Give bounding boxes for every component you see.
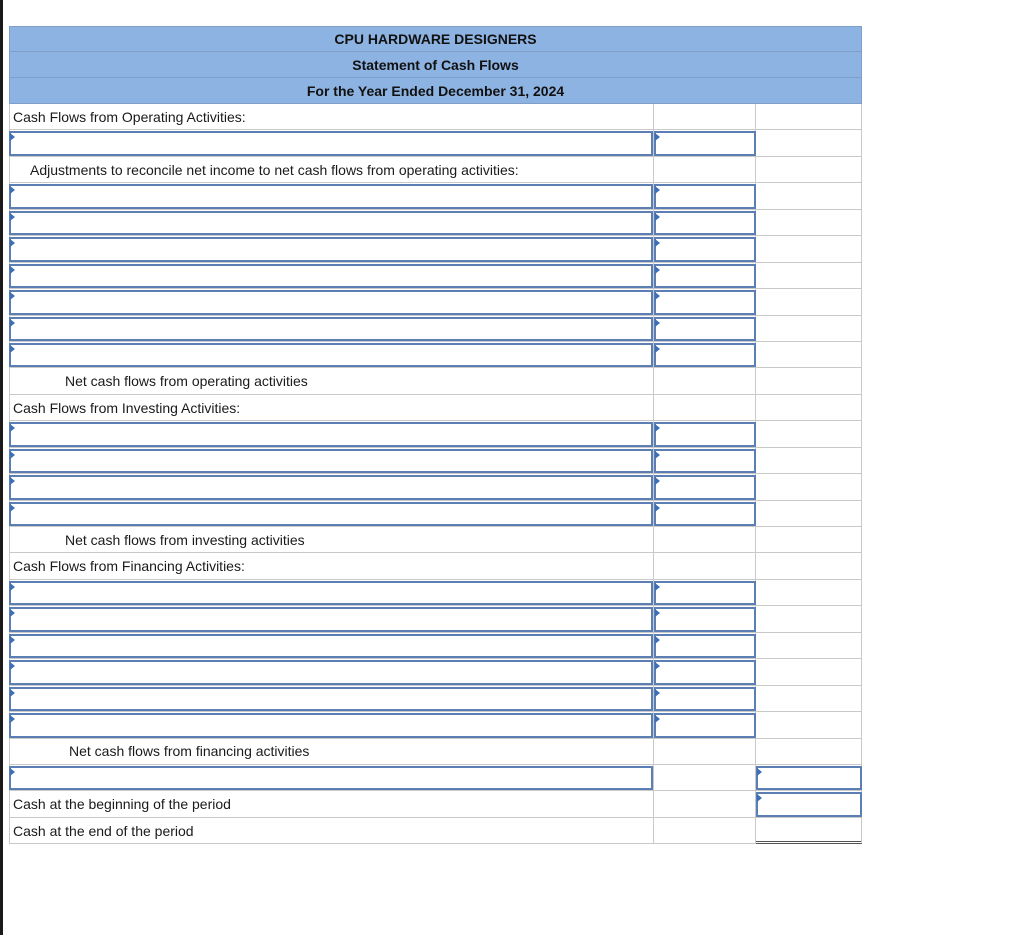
financing-label-input[interactable] bbox=[9, 607, 653, 631]
net-investing-total-cell bbox=[756, 527, 862, 553]
cash-end-total-cell bbox=[756, 818, 862, 844]
cash-beginning-input[interactable] bbox=[756, 792, 862, 816]
financing-row bbox=[9, 580, 862, 606]
net-change-amount-input[interactable] bbox=[756, 766, 862, 790]
adjustment-row bbox=[9, 342, 862, 368]
financing-row bbox=[9, 659, 862, 685]
investing-amount-input[interactable] bbox=[654, 449, 756, 473]
investing-row bbox=[9, 421, 862, 447]
financing-heading: Cash Flows from Financing Activities: bbox=[9, 553, 654, 579]
net-financing-total-cell bbox=[756, 739, 862, 765]
financing-amount-input[interactable] bbox=[654, 607, 756, 631]
adjustment-amount-input[interactable] bbox=[654, 290, 756, 314]
investing-label-input[interactable] bbox=[9, 502, 653, 526]
operating-amount-input-0[interactable] bbox=[654, 131, 756, 155]
investing-row bbox=[9, 501, 862, 527]
financing-label-input[interactable] bbox=[9, 687, 653, 711]
investing-amount-input[interactable] bbox=[654, 475, 756, 499]
investing-label-input[interactable] bbox=[9, 422, 653, 446]
net-change-label-input[interactable] bbox=[9, 766, 653, 790]
operating-label-input-0[interactable] bbox=[9, 131, 653, 155]
net-operating-label: Net cash flows from operating activities bbox=[9, 368, 654, 394]
adjustment-row bbox=[9, 316, 862, 342]
net-operating-total-cell bbox=[756, 368, 862, 394]
financing-label-input[interactable] bbox=[9, 581, 653, 605]
financing-amount-input[interactable] bbox=[654, 687, 756, 711]
adjustment-amount-input[interactable] bbox=[654, 211, 756, 235]
financing-row bbox=[9, 633, 862, 659]
adjustment-label-input[interactable] bbox=[9, 264, 653, 288]
net-change-row bbox=[9, 765, 862, 791]
adjustment-row bbox=[9, 236, 862, 262]
statement-title: Statement of Cash Flows bbox=[9, 52, 862, 78]
investing-heading: Cash Flows from Investing Activities: bbox=[9, 395, 654, 421]
cash-flow-statement-worksheet bbox=[9, 26, 862, 844]
adjustments-label: Adjustments to reconcile net income to net cash flows from operating activities: bbox=[9, 157, 654, 183]
adjustment-label-input[interactable] bbox=[9, 317, 653, 341]
financing-label-input[interactable] bbox=[9, 660, 653, 684]
window-left-edge bbox=[0, 0, 3, 935]
cash-end-label: Cash at the end of the period bbox=[9, 818, 654, 844]
financing-label-input[interactable] bbox=[9, 713, 653, 737]
operating-heading: Cash Flows from Operating Activities: bbox=[9, 104, 654, 130]
adjustment-row bbox=[9, 210, 862, 236]
adjustment-label-input[interactable] bbox=[9, 237, 653, 261]
net-financing-row bbox=[9, 739, 862, 765]
investing-amount-input[interactable] bbox=[654, 502, 756, 526]
adjustment-row bbox=[9, 289, 862, 315]
cash-beginning-label: Cash at the beginning of the period bbox=[9, 791, 654, 817]
investing-amount-input[interactable] bbox=[654, 422, 756, 446]
statement-period: For the Year Ended December 31, 2024 bbox=[9, 78, 862, 104]
financing-label-input[interactable] bbox=[9, 634, 653, 658]
investing-label-input[interactable] bbox=[9, 475, 653, 499]
investing-row bbox=[9, 474, 862, 500]
adjustment-label-input[interactable] bbox=[9, 184, 653, 208]
financing-amount-input[interactable] bbox=[654, 581, 756, 605]
cash-end-row bbox=[9, 818, 862, 844]
adjustment-amount-input[interactable] bbox=[654, 237, 756, 261]
cash-beginning-row bbox=[9, 791, 862, 817]
adjustment-row bbox=[9, 183, 862, 209]
investing-heading-row bbox=[9, 395, 862, 421]
financing-amount-input[interactable] bbox=[654, 713, 756, 737]
financing-row bbox=[9, 686, 862, 712]
adjustment-label-input[interactable] bbox=[9, 290, 653, 314]
adjustment-amount-input[interactable] bbox=[654, 317, 756, 341]
financing-amount-input[interactable] bbox=[654, 660, 756, 684]
adjustment-amount-input[interactable] bbox=[654, 343, 756, 367]
financing-row bbox=[9, 606, 862, 632]
adjustment-row bbox=[9, 263, 862, 289]
adjustment-amount-input[interactable] bbox=[654, 264, 756, 288]
net-operating-row bbox=[9, 368, 862, 394]
investing-label-input[interactable] bbox=[9, 449, 653, 473]
adjustment-label-input[interactable] bbox=[9, 343, 653, 367]
company-name: CPU HARDWARE DESIGNERS bbox=[9, 26, 862, 52]
financing-amount-input[interactable] bbox=[654, 634, 756, 658]
financing-row bbox=[9, 712, 862, 738]
adjustment-amount-input[interactable] bbox=[654, 184, 756, 208]
net-income-row bbox=[9, 130, 862, 156]
operating-heading-row bbox=[9, 104, 862, 130]
net-investing-row bbox=[9, 527, 862, 553]
investing-row bbox=[9, 448, 862, 474]
adjustments-row bbox=[9, 157, 862, 183]
adjustment-label-input[interactable] bbox=[9, 211, 653, 235]
net-financing-label: Net cash flows from financing activities bbox=[9, 739, 654, 765]
financing-heading-row bbox=[9, 553, 862, 579]
net-investing-label: Net cash flows from investing activities bbox=[9, 527, 654, 553]
